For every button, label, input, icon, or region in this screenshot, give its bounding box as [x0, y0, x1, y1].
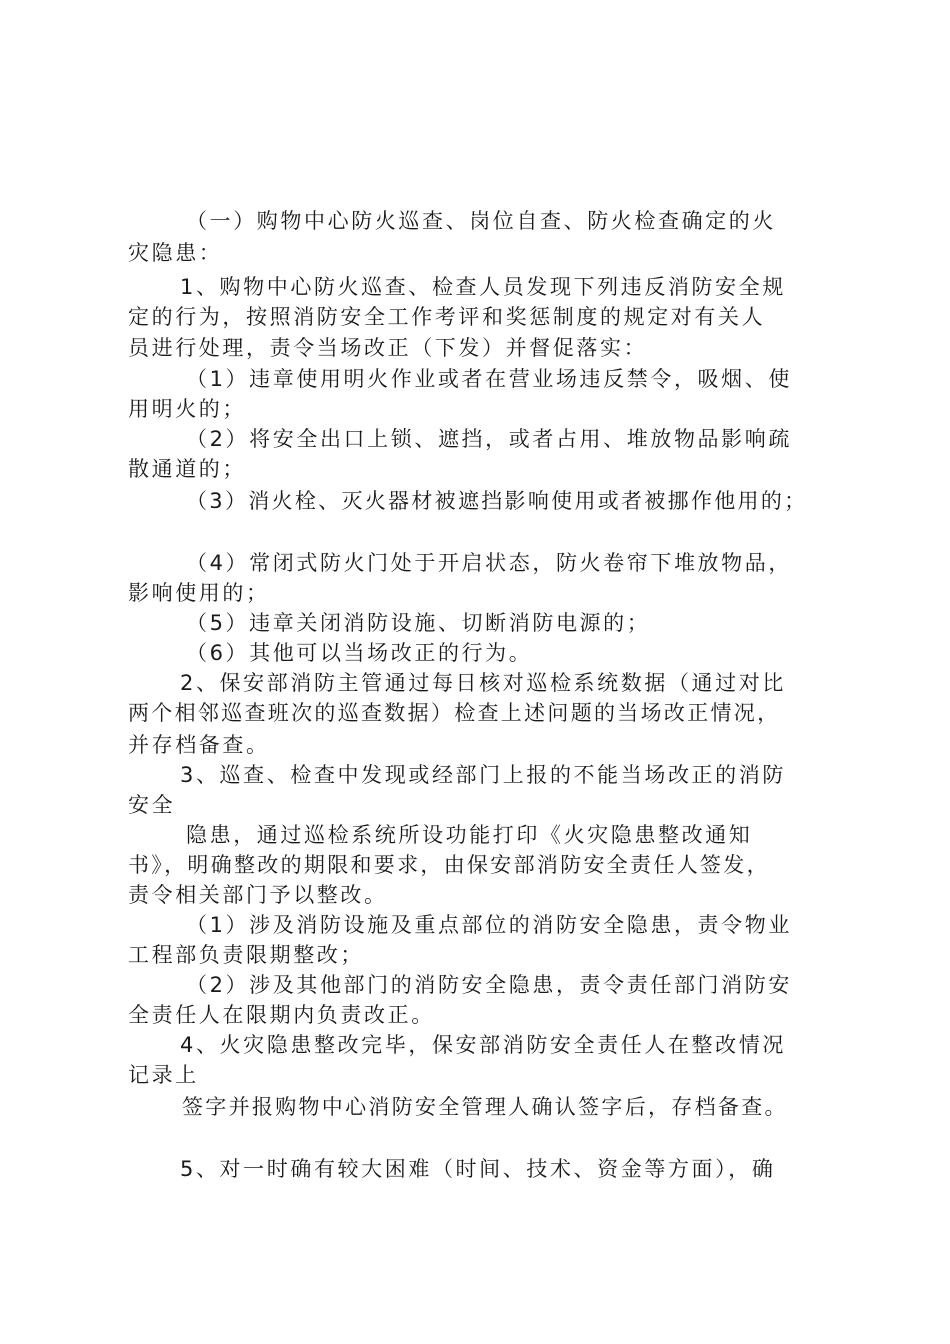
paragraph-line: 2、保安部消防主管通过每日核对巡检系统数据（通过对比: [180, 671, 786, 695]
paragraph-line: 并存档备查。: [128, 733, 270, 757]
list-item-line: （2）涉及其他部门的消防安全隐患，责令责任部门消防安: [186, 973, 792, 997]
section-heading-continued: 灾隐患：: [128, 241, 223, 265]
list-item-line: 全责任人在限期内负责改正。: [128, 1003, 435, 1027]
paragraph-line: 记录上: [128, 1063, 199, 1087]
paragraph-line: 1、购物中心防火巡查、检查人员发现下列违反消防安全规: [180, 275, 786, 299]
list-item-line: 用明火的；: [128, 397, 246, 421]
paragraph-line: 签字并报购物中心消防安全管理人确认签字后，存档备查。: [182, 1095, 788, 1119]
list-item-line: （2）将安全出口上锁、遮挡，或者占用、堆放物品影响疏: [186, 427, 792, 451]
paragraph-line: 定的行为，按照消防安全工作考评和奖惩制度的规定对有关人: [128, 305, 766, 329]
list-item-line: （3）消火栓、灭火器材被遮挡影响使用或者被挪作他用的；: [186, 489, 808, 513]
paragraph-line: 5、对一时确有较大困难（时间、技术、资金等方面），确: [180, 1157, 776, 1181]
list-item-line: （1）违章使用明火作业或者在营业场违反禁令，吸烟、使: [186, 367, 792, 391]
list-item-line: 工程部负责限期整改；: [128, 943, 364, 967]
section-heading: （一）购物中心防火巡查、岗位自查、防火检查确定的火: [186, 209, 776, 233]
paragraph-line: 安全: [128, 793, 176, 817]
paragraph-line: 3、巡查、检查中发现或经部门上报的不能当场改正的消防: [180, 763, 786, 787]
paragraph-line: 4、火灾隐患整改完毕，保安部消防安全责任人在整改情况: [180, 1033, 786, 1057]
list-item-line: （4）常闭式防火门处于开启状态，防火卷帘下堆放物品，: [186, 551, 792, 575]
list-item-line: （5）违章关闭消防设施、切断消防电源的；: [186, 611, 651, 635]
paragraph-line: 两个相邻巡查班次的巡查数据）检查上述问题的当场改正情况，: [128, 701, 781, 725]
paragraph-line: 员进行处理，责令当场改正（下发）并督促落实：: [128, 336, 648, 360]
list-item-line: 影响使用的；: [128, 581, 270, 605]
paragraph-line: 书》，明确整改的期限和要求，由保安部消防安全责任人签发，: [128, 853, 770, 877]
paragraph-line: 责令相关部门予以整改。: [128, 883, 388, 907]
list-item-line: （1）涉及消防设施及重点部位的消防安全隐患，责令物业: [186, 913, 792, 937]
list-item-line: （6）其他可以当场改正的行为。: [186, 641, 533, 665]
list-item-line: 散通道的；: [128, 457, 246, 481]
paragraph-line: 隐患，通过巡检系统所设功能打印《火灾隐患整改通知: [186, 823, 753, 847]
